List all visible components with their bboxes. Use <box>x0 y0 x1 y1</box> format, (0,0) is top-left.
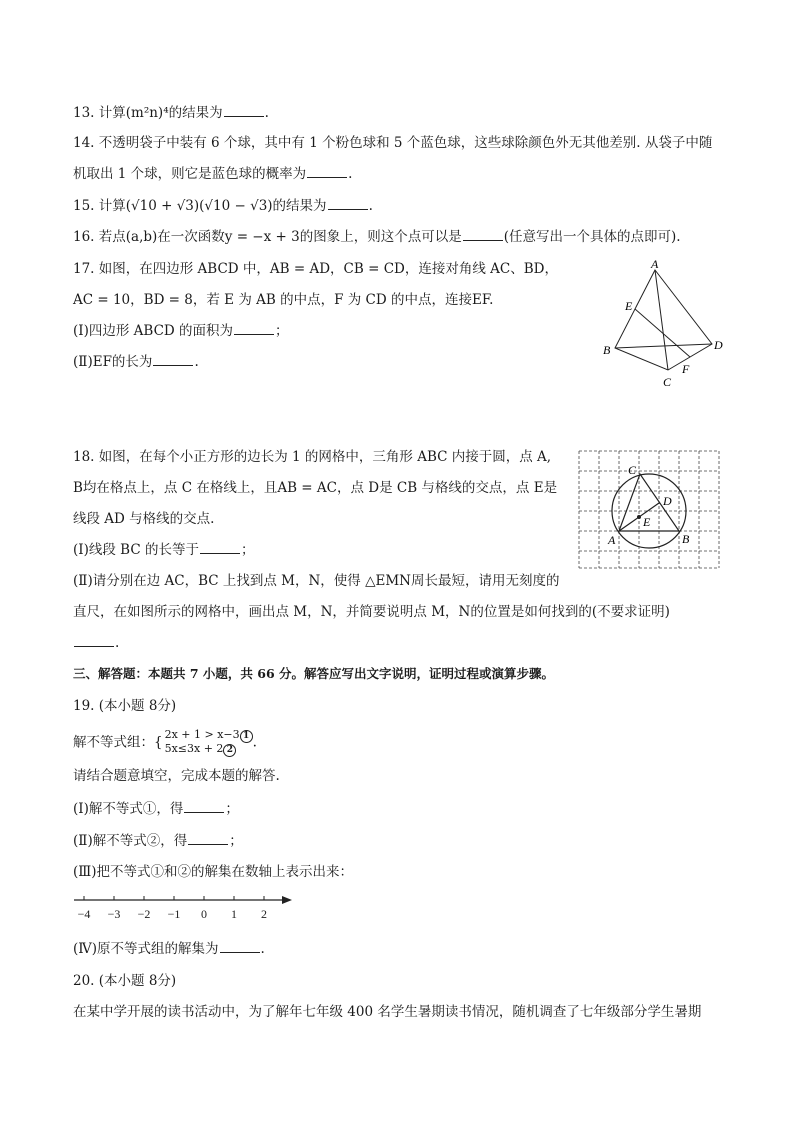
question-18-part2-line2: 直尺，在如图所示的网格中，画出点 M，N，并简要说明点 M，N的位置是如何找到的(不要求证明) <box>73 604 670 620</box>
question-15: 15. 计算(√10 + √3)(√10 − √3)的结果为 . <box>73 198 373 214</box>
question-14-line1: 14. 不透明袋子中装有 6 个球，其中有 1 个粉色球和 5 个蓝色球，这些球除颜色外无其他差别. 从袋子中随 <box>73 135 713 151</box>
label-f: F <box>682 362 690 376</box>
axis-tick-label: −1 <box>167 907 181 921</box>
answer-blank <box>188 832 228 845</box>
axis-tick-label: 1 <box>231 907 237 921</box>
answer-blank <box>328 197 368 210</box>
quadrilateral-abcd <box>615 270 712 370</box>
question-18-line1: 18. 如图，在每个小正方形的边长为 1 的网格中，三角形 ABC 内接于圆，点 A, <box>73 449 552 465</box>
diagonal-bd <box>615 344 712 348</box>
grid-circle-figure <box>576 447 722 572</box>
question-13: 13. 计算(m²n)⁴的结果为 . <box>73 105 269 121</box>
question-20-title: 20. (本小题 8分) <box>73 973 177 989</box>
question-17-part2: (Ⅱ)EF的长为 . <box>73 354 199 370</box>
question-18-part2-line3: . <box>73 634 119 652</box>
label-d: D <box>663 494 672 508</box>
question-14-line2: 机取出 1 个球，则它是蓝色球的概率为 . <box>73 166 353 182</box>
question-18-line3: 线段 AD 与格线的交点. <box>73 511 215 527</box>
axis-tick-label: 2 <box>261 907 267 921</box>
question-19-part4: (Ⅳ)原不等式组的解集为 . <box>73 941 265 957</box>
label-b: B <box>682 532 690 546</box>
question-19-part3: (Ⅲ)把不等式①和②的解集在数轴上表示出来： <box>73 864 354 880</box>
question-19-part1: (Ⅰ)解不等式①，得 ； <box>73 801 239 817</box>
label-c: C <box>663 375 672 389</box>
axis-tick-label: −2 <box>137 907 151 921</box>
number-line <box>70 890 300 924</box>
segment-ef <box>635 309 690 357</box>
answer-blank <box>307 165 347 178</box>
answer-blank <box>220 940 260 953</box>
answer-blank <box>224 104 264 117</box>
question-19-title: 19. (本小题 8分) <box>73 698 177 714</box>
axis-tick-label: −3 <box>107 907 121 921</box>
question-17-line1: 17. 如图，在四边形 ABCD 中，AB = AD，CB = CD，连接对角线 AC、BD， <box>73 261 558 277</box>
label-e: E <box>625 299 633 313</box>
question-19-system: 解不等式组：{ 2x + 1 > x−3 1 5x≤3x + 2 2 . <box>73 728 257 755</box>
inequality-2: 5x≤3x + 2 2 <box>165 743 253 757</box>
question-18-part1: (Ⅰ)线段 BC 的长等于 ； <box>73 542 255 558</box>
inequality-system <box>165 729 253 757</box>
label-a: A <box>608 533 616 547</box>
section-3-heading: 三、解答题：本题共 7 小题，共 66 分。解答应写出文字说明，证明过程或演算步骤。 <box>73 666 555 681</box>
label-e: E <box>643 515 651 529</box>
answer-blank <box>200 541 240 554</box>
answer-blank <box>463 228 503 241</box>
quadrilateral-figure <box>595 258 730 393</box>
axis-tick-label: 0 <box>201 907 207 921</box>
label-c: C <box>628 463 637 477</box>
question-16: 16. 若点(a,b)在一次函数y = −x + 3的图象上，则这个点可以是 (任意写出一个具体的点即可). <box>73 229 681 245</box>
answer-blank <box>74 634 114 647</box>
answer-blank <box>153 353 193 366</box>
question-20-line1: 在某中学开展的读书活动中，为了解年七年级 400 名学生暑期读书情况，随机调查了七年级部分学生暑期 <box>73 1004 702 1020</box>
question-17-part1: (Ⅰ)四边形 ABCD 的面积为 ； <box>73 323 289 339</box>
label-b: B <box>603 343 611 357</box>
answer-blank <box>184 800 224 813</box>
arrow-head <box>282 896 292 904</box>
question-17-line2: AC = 10，BD = 8，若 E 为 AB 的中点，F 为 CD 的中点，连接EF. <box>73 292 494 308</box>
label-a: A <box>651 258 659 271</box>
point-e <box>637 515 641 519</box>
question-18-part2-line1: (Ⅱ)请分别在边 AC，BC 上找到点 M，N，使得 △EMN周长最短，请用无刻度的 <box>73 573 560 589</box>
inequality-1: 2x + 1 > x−3 1 <box>165 729 253 743</box>
question-19-part2: (Ⅱ)解不等式②，得 ； <box>73 833 243 849</box>
axis-tick-label: −4 <box>77 907 91 921</box>
answer-blank <box>234 322 274 335</box>
question-18-line2: B均在格点上，点 C 在格线上，且AB = AC，点 D是 CB 与格线的交点，点 E是 <box>73 480 558 496</box>
label-d: D <box>714 338 723 352</box>
question-19-instruction: 请结合题意填空，完成本题的解答. <box>73 768 280 784</box>
